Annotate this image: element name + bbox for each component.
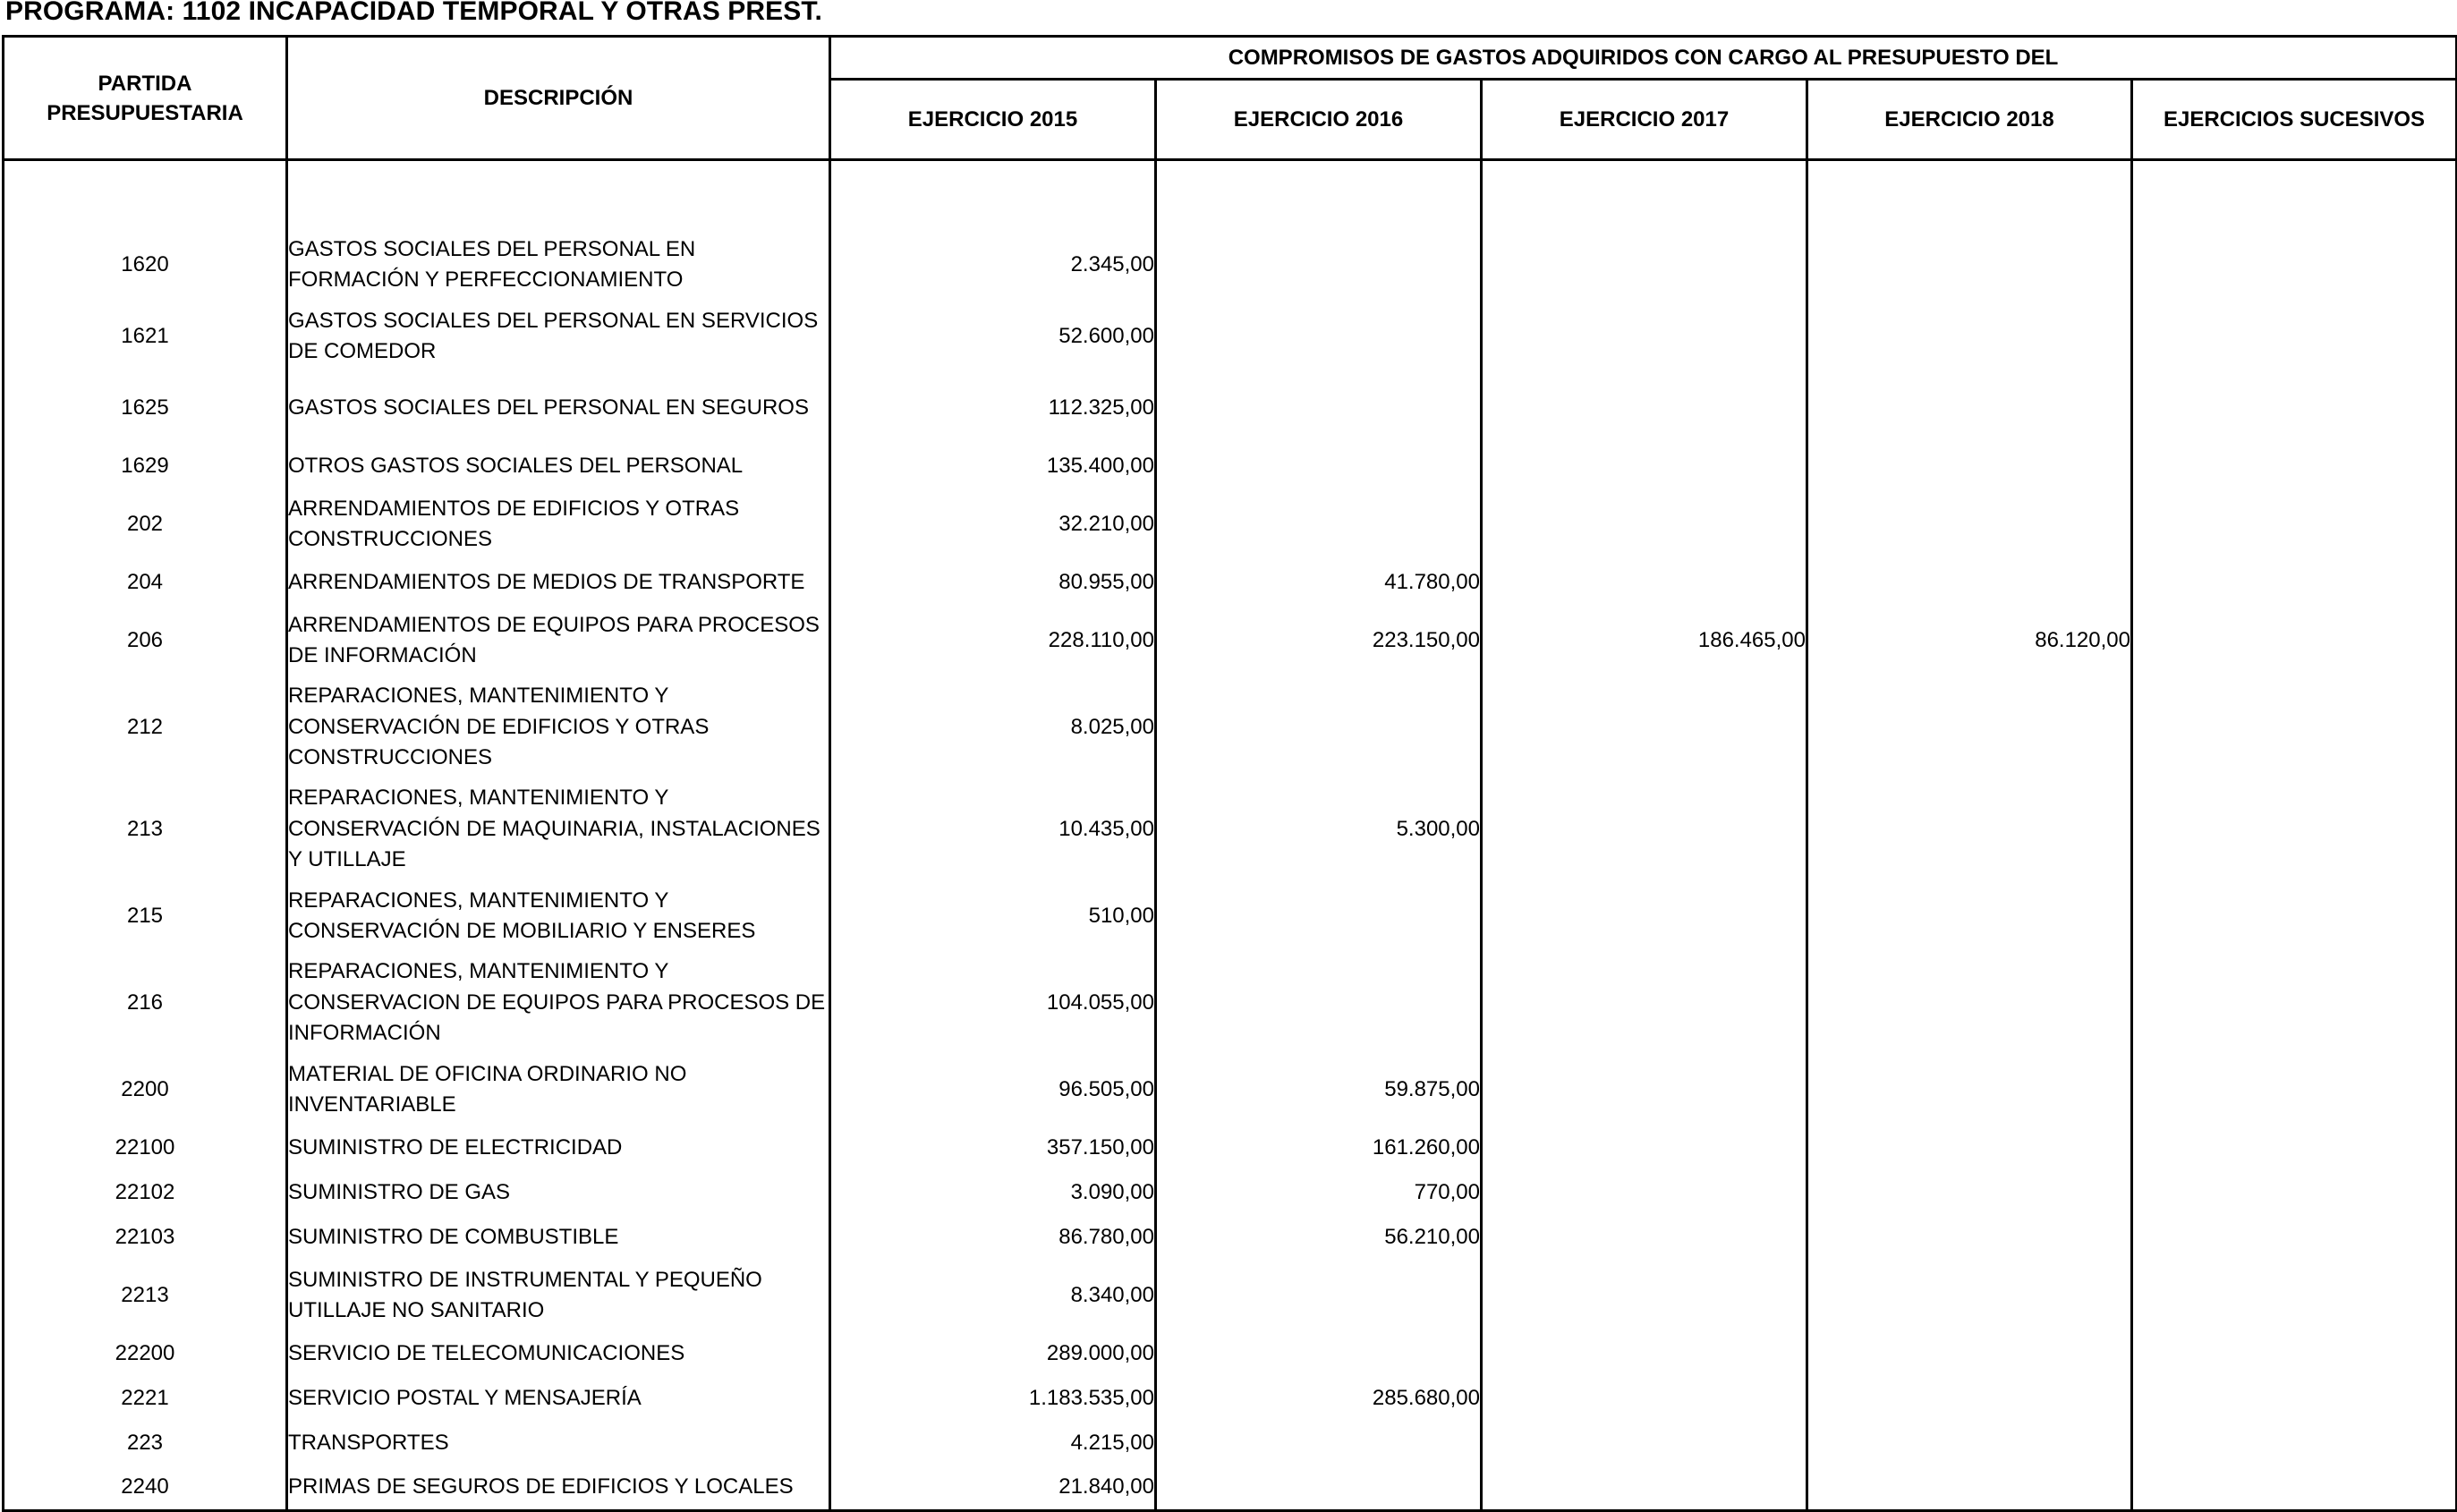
descripcion: ARRENDAMIENTOS DE EQUIPOS PARA PROCESOS DE INFORMACIÓN: [287, 605, 830, 676]
amount-2017: [1482, 1126, 1807, 1170]
header-descripcion: DESCRIPCIÓN: [287, 37, 830, 160]
table-row: [4, 1215, 2457, 1260]
amount-2017: [1482, 952, 1807, 1054]
amount-2017: [1482, 676, 1807, 778]
amount-2016: [1156, 488, 1482, 560]
amount-2017: [1482, 301, 1807, 372]
page-title: PROGRAMA: 1102 INCAPACIDAD TEMPORAL Y OTRAS PREST.: [5, 0, 822, 26]
amount-2015: 32.210,00: [830, 488, 1156, 560]
amount-2016: [1156, 372, 1482, 444]
header-ejercicio-2015: EJERCICIO 2015: [830, 80, 1156, 160]
amount-sucesivos: [2132, 1331, 2457, 1376]
amount-2016: [1156, 229, 1482, 301]
descripcion: REPARACIONES, MANTENIMIENTO Y CONSERVACION DE EQUIPOS PARA PROCESOS DE INFORMACIÓN: [287, 952, 830, 1054]
amount-2016: 223.150,00: [1156, 605, 1482, 676]
amount-2017: [1482, 1260, 1807, 1331]
amount-2015: 112.325,00: [830, 372, 1156, 444]
partida-code: 2240: [4, 1465, 287, 1510]
amount-sucesivos: [2132, 952, 2457, 1054]
amount-2015: 96.505,00: [830, 1054, 1156, 1126]
amount-2015: 289.000,00: [830, 1331, 1156, 1376]
amount-2015: 1.183.535,00: [830, 1376, 1156, 1421]
table-row: [4, 301, 2457, 372]
partida-code: 212: [4, 676, 287, 778]
partida-code: 213: [4, 778, 287, 880]
amount-2018: [1807, 1215, 2132, 1260]
amount-2017: [1482, 1170, 1807, 1215]
amount-sucesivos: [2132, 1260, 2457, 1331]
amount-2018: [1807, 880, 2132, 952]
descripcion: REPARACIONES, MANTENIMIENTO Y CONSERVACIÓN DE MAQUINARIA, INSTALACIONES Y UTILLAJE: [287, 778, 830, 880]
amount-2017: [1482, 1465, 1807, 1510]
partida-code: 1625: [4, 372, 287, 444]
amount-2016: 41.780,00: [1156, 560, 1482, 605]
partida-code: 2213: [4, 1260, 287, 1331]
table-row: [4, 1260, 2457, 1331]
amount-sucesivos: [2132, 778, 2457, 880]
partida-code: 22100: [4, 1126, 287, 1170]
table-row: [4, 444, 2457, 488]
descripcion: GASTOS SOCIALES DEL PERSONAL EN SEGUROS: [287, 372, 830, 444]
amount-2015: 2.345,00: [830, 229, 1156, 301]
amount-2018: [1807, 1170, 2132, 1215]
partida-code: 1620: [4, 229, 287, 301]
amount-2017: [1482, 229, 1807, 301]
descripcion: REPARACIONES, MANTENIMIENTO Y CONSERVACIÓN DE EDIFICIOS Y OTRAS CONSTRUCCIONES: [287, 676, 830, 778]
amount-sucesivos: [2132, 1170, 2457, 1215]
amount-2018: [1807, 1465, 2132, 1510]
table-row: [4, 676, 2457, 778]
amount-sucesivos: [2132, 560, 2457, 605]
amount-2016: [1156, 1260, 1482, 1331]
amount-2018: 86.120,00: [1807, 605, 2132, 676]
amount-2018: [1807, 676, 2132, 778]
amount-2016: [1156, 1465, 1482, 1510]
table-row: [4, 778, 2457, 880]
descripcion: TRANSPORTES: [287, 1421, 830, 1465]
amount-2016: [1156, 444, 1482, 488]
amount-2016: [1156, 952, 1482, 1054]
descripcion: SUMINISTRO DE ELECTRICIDAD: [287, 1126, 830, 1170]
table-row: [4, 880, 2457, 952]
amount-sucesivos: [2132, 676, 2457, 778]
amount-2015: 228.110,00: [830, 605, 1156, 676]
budget-commitments-table: [2, 35, 2457, 1512]
amount-2015: 21.840,00: [830, 1465, 1156, 1510]
amount-2016: 285.680,00: [1156, 1376, 1482, 1421]
table-row: [4, 1054, 2457, 1126]
amount-2018: [1807, 778, 2132, 880]
amount-2015: 8.025,00: [830, 676, 1156, 778]
table-row: [4, 1465, 2457, 1510]
partida-code: 1629: [4, 444, 287, 488]
amount-2015: 10.435,00: [830, 778, 1156, 880]
header-partida: PARTIDA PRESUPUESTARIA: [4, 37, 287, 160]
amount-2016: 5.300,00: [1156, 778, 1482, 880]
amount-2016: [1156, 301, 1482, 372]
table-row: [4, 1331, 2457, 1376]
amount-2015: 8.340,00: [830, 1260, 1156, 1331]
descripcion: SUMINISTRO DE COMBUSTIBLE: [287, 1215, 830, 1260]
amount-2018: [1807, 301, 2132, 372]
amount-2017: [1482, 444, 1807, 488]
amount-2016: 56.210,00: [1156, 1215, 1482, 1260]
amount-2017: [1482, 880, 1807, 952]
header-ejercicio-2016: EJERCICIO 2016: [1156, 80, 1482, 160]
amount-2018: [1807, 444, 2132, 488]
amount-sucesivos: [2132, 605, 2457, 676]
table-row: [4, 1421, 2457, 1465]
partida-code: 1621: [4, 301, 287, 372]
amount-2018: [1807, 372, 2132, 444]
amount-2017: [1482, 488, 1807, 560]
amount-sucesivos: [2132, 372, 2457, 444]
amount-2017: [1482, 1215, 1807, 1260]
amount-2016: [1156, 1421, 1482, 1465]
amount-2015: 135.400,00: [830, 444, 1156, 488]
table-row: [4, 229, 2457, 301]
descripcion: GASTOS SOCIALES DEL PERSONAL EN SERVICIOS DE COMEDOR: [287, 301, 830, 372]
partida-code: 2200: [4, 1054, 287, 1126]
table-row: [4, 1126, 2457, 1170]
partida-code: 22103: [4, 1215, 287, 1260]
descripcion: SERVICIO POSTAL Y MENSAJERÍA: [287, 1376, 830, 1421]
partida-code: 2221: [4, 1376, 287, 1421]
table-row: [4, 1170, 2457, 1215]
amount-2018: [1807, 229, 2132, 301]
partida-code: 223: [4, 1421, 287, 1465]
amount-2016: 59.875,00: [1156, 1054, 1482, 1126]
amount-2016: 161.260,00: [1156, 1126, 1482, 1170]
amount-2016: [1156, 880, 1482, 952]
amount-2018: [1807, 1054, 2132, 1126]
amount-sucesivos: [2132, 444, 2457, 488]
amount-2018: [1807, 1331, 2132, 1376]
amount-2015: 86.780,00: [830, 1215, 1156, 1260]
descripcion: ARRENDAMIENTOS DE EDIFICIOS Y OTRAS CONSTRUCCIONES: [287, 488, 830, 560]
partida-code: 204: [4, 560, 287, 605]
amount-sucesivos: [2132, 1126, 2457, 1170]
amount-2018: [1807, 1260, 2132, 1331]
table-row: [4, 1376, 2457, 1421]
amount-2016: [1156, 676, 1482, 778]
partida-code: 202: [4, 488, 287, 560]
table-row: [4, 488, 2457, 560]
amount-2017: [1482, 1421, 1807, 1465]
amount-2017: [1482, 778, 1807, 880]
header-compromisos-group: COMPROMISOS DE GASTOS ADQUIRIDOS CON CARGO AL PRESUPUESTO DEL: [830, 37, 2457, 80]
amount-2017: [1482, 1331, 1807, 1376]
amount-2018: [1807, 952, 2132, 1054]
amount-sucesivos: [2132, 1465, 2457, 1510]
amount-2015: 52.600,00: [830, 301, 1156, 372]
amount-2017: [1482, 372, 1807, 444]
descripcion: ARRENDAMIENTOS DE MEDIOS DE TRANSPORTE: [287, 560, 830, 605]
table-row: [4, 952, 2457, 1054]
partida-code: 206: [4, 605, 287, 676]
amount-sucesivos: [2132, 1376, 2457, 1421]
amount-2017: 186.465,00: [1482, 605, 1807, 676]
amount-sucesivos: [2132, 488, 2457, 560]
descripcion: OTROS GASTOS SOCIALES DEL PERSONAL: [287, 444, 830, 488]
amount-2018: [1807, 560, 2132, 605]
amount-sucesivos: [2132, 229, 2457, 301]
table-row: [4, 372, 2457, 444]
amount-sucesivos: [2132, 1215, 2457, 1260]
spacer-row: [4, 160, 2457, 230]
amount-2015: 357.150,00: [830, 1126, 1156, 1170]
partida-code: 22102: [4, 1170, 287, 1215]
amount-sucesivos: [2132, 1421, 2457, 1465]
amount-2015: 4.215,00: [830, 1421, 1156, 1465]
header-ejercicio-2018: EJERCICIO 2018: [1807, 80, 2132, 160]
table-row: [4, 560, 2457, 605]
amount-2017: [1482, 1376, 1807, 1421]
header-ejercicios-sucesivos: EJERCICIOS SUCESIVOS: [2132, 80, 2457, 160]
amount-2017: [1482, 560, 1807, 605]
amount-2015: 3.090,00: [830, 1170, 1156, 1215]
table-row: [4, 605, 2457, 676]
amount-sucesivos: [2132, 880, 2457, 952]
descripcion: SUMINISTRO DE INSTRUMENTAL Y PEQUEÑO UTILLAJE NO SANITARIO: [287, 1260, 830, 1331]
descripcion: REPARACIONES, MANTENIMIENTO Y CONSERVACIÓN DE MOBILIARIO Y ENSERES: [287, 880, 830, 952]
descripcion: PRIMAS DE SEGUROS DE EDIFICIOS Y LOCALES: [287, 1465, 830, 1510]
amount-2016: 770,00: [1156, 1170, 1482, 1215]
partida-code: 22200: [4, 1331, 287, 1376]
descripcion: GASTOS SOCIALES DEL PERSONAL EN FORMACIÓN Y PERFECCIONAMIENTO: [287, 229, 830, 301]
amount-2018: [1807, 488, 2132, 560]
table-header: [4, 37, 2457, 160]
header-ejercicio-2017: EJERCICIO 2017: [1482, 80, 1807, 160]
amount-sucesivos: [2132, 1054, 2457, 1126]
amount-2018: [1807, 1421, 2132, 1465]
amount-2015: 510,00: [830, 880, 1156, 952]
amount-2018: [1807, 1126, 2132, 1170]
amount-2017: [1482, 1054, 1807, 1126]
amount-2018: [1807, 1376, 2132, 1421]
partida-code: 215: [4, 880, 287, 952]
table-body: [4, 160, 2457, 1511]
descripcion: SERVICIO DE TELECOMUNICACIONES: [287, 1331, 830, 1376]
partida-code: 216: [4, 952, 287, 1054]
amount-2016: [1156, 1331, 1482, 1376]
descripcion: MATERIAL DE OFICINA ORDINARIO NO INVENTARIABLE: [287, 1054, 830, 1126]
amount-2015: 104.055,00: [830, 952, 1156, 1054]
descripcion: SUMINISTRO DE GAS: [287, 1170, 830, 1215]
amount-2015: 80.955,00: [830, 560, 1156, 605]
amount-sucesivos: [2132, 301, 2457, 372]
